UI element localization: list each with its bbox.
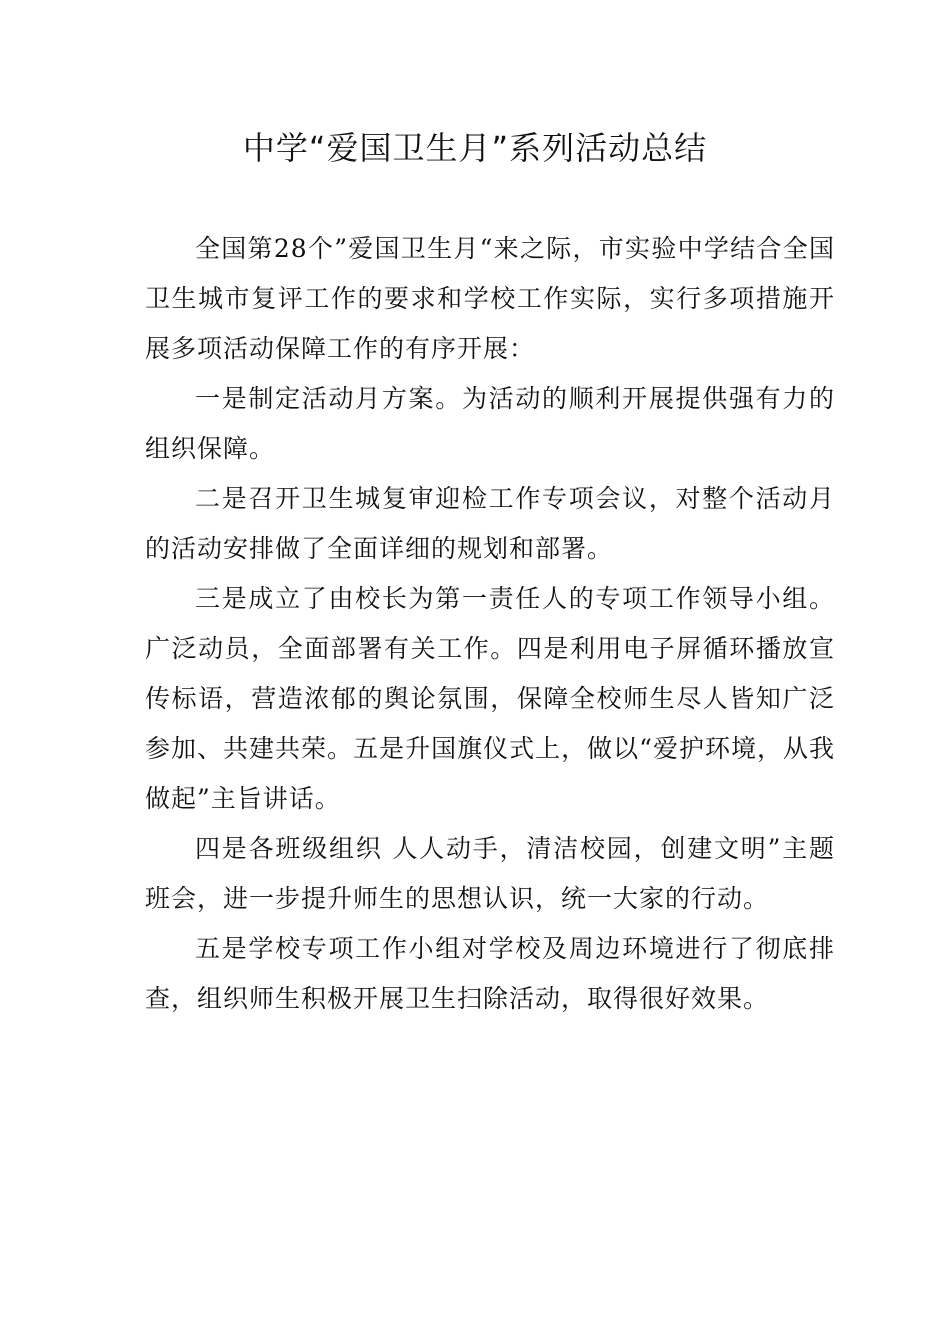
paragraph-intro: 全国第28个”爱国卫生月“来之际，市实验中学结合全国卫生城市复评工作的要求和学校工作实际，实行多项措施开展多项活动保障工作的有序开展： (145, 234, 835, 363)
paragraph-4: 四是各班级组织 人人动手，清洁校园，创建文明”主题班会，进一步提升师生的思想认识，统一大家的行动。 (145, 834, 835, 913)
paragraph-5: 五是学校专项工作小组对学校及周边环境进行了彻底排查，组织师生积极开展卫生扫除活动，取得很好效果。 (145, 934, 835, 1013)
paragraph-2: 二是召开卫生城复审迎检工作专项会议，对整个活动月的活动安排做了全面详细的规划和部署。 (145, 484, 835, 563)
paragraph-3: 三是成立了由校长为第一责任人的专项工作领导小组。广泛动员，全面部署有关工作。四是利用电子屏循环播放宣传标语，营造浓郁的舆论氛围，保障全校师生尽人皆知广泛参加、共建共荣。五是升国旗仪式上，做以“爱护环境，从我做起”主旨讲话。 (145, 584, 835, 813)
document-body (145, 224, 835, 1024)
document-title: 中学“爱国卫生月”系列活动总结 (242, 129, 708, 167)
paragraph-1: 一是制定活动月方案。为活动的顺利开展提供强有力的组织保障。 (145, 384, 835, 463)
